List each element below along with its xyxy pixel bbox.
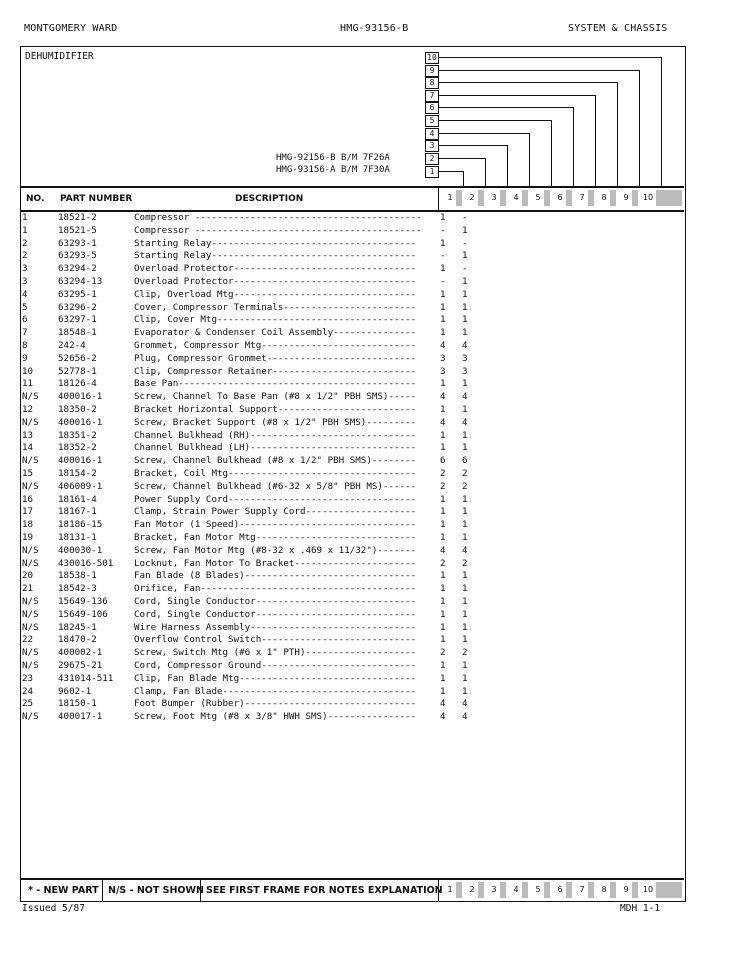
legend-notes: SEE FIRST FRAME FOR NOTES EXPLANATION <box>206 885 443 896</box>
description-cell: Screw, Fan Motor Mtg (#8-32 x .469 x 11/32")------- <box>134 544 417 556</box>
footer-model-3: 3 <box>491 885 497 894</box>
qty-model-1-cell: 1 <box>440 583 446 595</box>
table-row <box>20 583 684 596</box>
table-row <box>20 532 684 545</box>
part-no-cell: 2 <box>22 250 28 262</box>
part-number-cell: 52778-1 <box>58 365 97 377</box>
qty-model-1-cell: 1 <box>440 212 446 223</box>
qty-model-2-cell: 1 <box>462 378 468 390</box>
qty-model-2-cell: 4 <box>462 711 468 723</box>
table-row <box>20 378 684 391</box>
part-no-cell: N/S <box>22 480 39 492</box>
col-model-7: 7 <box>579 193 585 202</box>
qty-model-2-cell: 1 <box>462 596 468 607</box>
part-no-cell: N/S <box>22 544 39 556</box>
qty-model-1-cell: 1 <box>440 429 446 441</box>
qty-model-2-cell: 1 <box>462 634 468 646</box>
qty-model-1-cell: 1 <box>440 288 446 300</box>
qty-model-2-cell: - <box>462 237 468 249</box>
qty-model-2-cell: 1 <box>462 685 468 697</box>
table-row <box>20 622 684 635</box>
part-no-cell: 9 <box>22 352 28 364</box>
description-cell: Evaporator & Condenser Coil Assembly--------------- <box>134 327 417 339</box>
table-row <box>20 404 684 417</box>
part-no-cell: 12 <box>22 404 34 415</box>
qty-model-1-cell: 1 <box>440 596 446 607</box>
table-row <box>20 698 684 711</box>
qty-model-1-cell: 1 <box>440 237 446 249</box>
part-number-cell: 18245-1 <box>58 621 97 633</box>
table-row <box>20 391 684 404</box>
part-no-cell: 20 <box>22 570 34 582</box>
table-row <box>20 545 684 558</box>
part-no-cell: 24 <box>22 685 34 697</box>
qty-model-2-cell: 3 <box>462 352 468 364</box>
qty-model-2-cell: 1 <box>462 660 468 671</box>
description-cell: Foot Bumper (Rubber)------------------------------- <box>134 698 417 710</box>
qty-model-2-cell: 1 <box>462 288 468 300</box>
qty-model-2-cell: 1 <box>462 608 468 620</box>
description-cell: Starting Relay------------------------------------- <box>134 237 417 249</box>
part-no-cell: 18 <box>22 519 34 531</box>
footer-model-6: 6 <box>557 885 563 894</box>
qty-model-2-cell: 2 <box>462 647 468 659</box>
table-row <box>20 673 684 686</box>
part-no-cell: 4 <box>22 288 28 300</box>
footer-model-10: 10 <box>642 885 654 894</box>
qty-model-1-cell: 2 <box>440 557 446 569</box>
part-no-cell: 22 <box>22 634 34 646</box>
table-row <box>20 250 684 263</box>
description-cell: Overload Protector--------------------------------- <box>134 263 417 275</box>
part-number-cell: 18131-1 <box>58 532 97 543</box>
qty-model-1-cell: 4 <box>440 340 446 351</box>
description-cell: Cover, Compressor Terminals------------------------ <box>134 301 417 313</box>
qty-model-2-cell: 1 <box>462 276 468 287</box>
qty-model-2-cell: 6 <box>462 455 468 467</box>
qty-model-1-cell: 1 <box>440 685 446 697</box>
part-number-cell: 18126-4 <box>58 378 97 390</box>
qty-model-2-cell: 1 <box>462 314 468 326</box>
part-no-cell: N/S <box>22 557 39 569</box>
part-number-cell: 400016-1 <box>58 455 103 467</box>
description-cell: Locknut, Fan Motor To Bracket---------------------- <box>134 557 417 569</box>
part-number-cell: 18161-4 <box>58 493 97 505</box>
part-number-cell: 400016-1 <box>58 391 103 403</box>
col-model-8: 8 <box>601 193 607 202</box>
qty-model-1-cell: 1 <box>440 506 446 518</box>
part-no-cell: 21 <box>22 583 34 595</box>
part-number-cell: 18351-2 <box>58 429 97 441</box>
part-number-cell: 52656-2 <box>58 352 97 364</box>
col-model-5: 5 <box>535 193 541 202</box>
model-box-10: 10 <box>425 52 439 64</box>
table-row <box>20 289 684 302</box>
qty-model-1-cell: 6 <box>440 455 446 467</box>
qty-model-1-cell: - <box>440 250 446 262</box>
description-cell: Starting Relay------------------------------------- <box>134 250 417 262</box>
part-no-cell: N/S <box>22 416 39 428</box>
description-cell: Clip, Fan Blade Mtg-------------------------------- <box>134 672 417 684</box>
col-part-number: PART NUMBER <box>60 194 133 204</box>
part-number-cell: 15649-106 <box>58 608 108 620</box>
part-no-cell: 17 <box>22 506 34 518</box>
description-cell: Bracket Horizontal Support------------------------- <box>134 404 417 415</box>
page-code: MDH 1-1 <box>620 903 661 914</box>
model-2-bm: B/M 7F30A <box>341 165 390 175</box>
part-no-cell: 23 <box>22 672 34 684</box>
table-row <box>20 212 684 225</box>
qty-model-2-cell: 2 <box>462 468 468 479</box>
part-no-cell: N/S <box>22 391 39 403</box>
part-no-cell: 5 <box>22 301 28 313</box>
table-row <box>20 276 684 289</box>
qty-model-2-cell: 1 <box>462 404 468 415</box>
part-number-cell: 406009-1 <box>58 480 103 492</box>
table-row <box>20 263 684 276</box>
qty-model-1-cell: 3 <box>440 352 446 364</box>
description-cell: Bracket, Coil Mtg---------------------------------- <box>134 468 417 479</box>
qty-model-1-cell: 1 <box>440 570 446 582</box>
part-no-cell: 2 <box>22 237 28 249</box>
part-no-cell: 1 <box>22 212 28 223</box>
part-number-cell: 15649-136 <box>58 596 108 607</box>
table-row <box>20 481 684 494</box>
part-number-cell: 242-4 <box>58 340 86 351</box>
qty-model-1-cell: 1 <box>440 660 446 671</box>
qty-model-2-cell: - <box>462 212 468 223</box>
part-no-cell: N/S <box>22 660 39 671</box>
part-number-cell: 63293-1 <box>58 237 97 249</box>
description-cell: Grommet, Compressor Mtg---------------------------- <box>134 340 417 351</box>
legend-new-part: * - NEW PART <box>28 885 99 896</box>
table-row <box>20 455 684 468</box>
qty-model-1-cell: - <box>440 276 446 287</box>
qty-model-2-cell: 4 <box>462 544 468 556</box>
col-description: DESCRIPTION <box>235 194 304 204</box>
description-cell: Screw, Channel To Base Pan (#8 x 1/2" PBH SMS)----- <box>134 391 417 403</box>
description-cell: Screw, Foot Mtg (#8 x 3/8" HWH SMS)---------------- <box>134 711 417 723</box>
part-number-cell: 18186-15 <box>58 519 103 531</box>
part-number-cell: 18521-5 <box>58 224 97 236</box>
part-no-cell: 3 <box>22 276 28 287</box>
table-row <box>20 570 684 583</box>
qty-model-2-cell: 4 <box>462 391 468 403</box>
table-row <box>20 327 684 340</box>
qty-model-1-cell: 1 <box>440 493 446 505</box>
qty-model-2-cell: 1 <box>462 583 468 595</box>
part-no-cell: 1 <box>22 224 28 236</box>
part-number-cell: 63294-13 <box>58 276 103 287</box>
table-row <box>20 596 684 609</box>
table-row <box>20 634 684 647</box>
part-number-cell: 63293-5 <box>58 250 97 262</box>
table-row <box>20 468 684 481</box>
qty-model-2-cell: 4 <box>462 340 468 351</box>
description-cell: Clamp, Fan Blade----------------------------------- <box>134 685 417 697</box>
qty-model-2-cell: 1 <box>462 429 468 441</box>
qty-model-1-cell: 2 <box>440 647 446 659</box>
table-row <box>20 302 684 315</box>
qty-model-1-cell: 1 <box>440 378 446 390</box>
qty-model-1-cell: 1 <box>440 327 446 339</box>
description-cell: Fan Motor (1 Speed)-------------------------------- <box>134 519 417 531</box>
description-cell: Screw, Channel Bulkhead (#8 x 1/2" PBH SMS)-------- <box>134 455 417 467</box>
part-no-cell: N/S <box>22 596 39 607</box>
part-number-cell: 18542-3 <box>58 583 97 595</box>
description-cell: Screw, Channel Bulkhead (#6-32 x 5/8" PBH MS)------ <box>134 480 417 492</box>
qty-model-1-cell: 1 <box>440 672 446 684</box>
table-row <box>20 519 684 532</box>
model-box-5: 5 <box>425 115 439 127</box>
col-model-2: 2 <box>469 193 475 202</box>
qty-model-1-cell: 1 <box>440 532 446 543</box>
part-number-cell: 18538-1 <box>58 570 97 582</box>
qty-model-1-cell: 2 <box>440 468 446 479</box>
part-number-cell: 18521-2 <box>58 212 97 223</box>
description-cell: Compressor ----------------------------------------- <box>134 212 422 223</box>
qty-model-2-cell: 1 <box>462 301 468 313</box>
description-cell: Screw, Bracket Support (#8 x 1/2" PBH SMS)--------- <box>134 416 417 428</box>
qty-model-2-cell: 4 <box>462 416 468 428</box>
part-no-cell: 25 <box>22 698 34 710</box>
product-title: DEHUMIDIFIER <box>25 51 94 62</box>
part-no-cell: 8 <box>22 340 28 351</box>
description-cell: Bracket, Fan Motor Mtg----------------------------- <box>134 532 417 543</box>
qty-model-2-cell: 1 <box>462 327 468 339</box>
qty-model-1-cell: - <box>440 224 446 236</box>
col-model-4: 4 <box>513 193 519 202</box>
qty-model-1-cell: 1 <box>440 263 446 275</box>
qty-model-1-cell: 1 <box>440 314 446 326</box>
qty-model-2-cell: 1 <box>462 519 468 531</box>
qty-model-2-cell: 1 <box>462 250 468 262</box>
qty-model-1-cell: 3 <box>440 365 446 377</box>
part-no-cell: 15 <box>22 468 34 479</box>
qty-model-2-cell: 2 <box>462 557 468 569</box>
part-no-cell: 11 <box>22 378 34 390</box>
qty-model-2-cell: 1 <box>462 224 468 236</box>
model-label-2 <box>276 165 390 175</box>
qty-model-1-cell: 1 <box>440 519 446 531</box>
table-row <box>20 494 684 507</box>
qty-model-1-cell: 1 <box>440 634 446 646</box>
table-row <box>20 647 684 660</box>
part-number-cell: 63297-1 <box>58 314 97 326</box>
part-number-cell: 400017-1 <box>58 711 103 723</box>
description-cell: Power Supply Cord---------------------------------- <box>134 493 417 505</box>
description-cell: Base Pan------------------------------------------- <box>134 378 417 390</box>
issued-date: Issued 5/87 <box>22 903 85 914</box>
qty-model-2-cell: 1 <box>462 442 468 454</box>
column-header <box>20 186 684 212</box>
qty-model-1-cell: 4 <box>440 711 446 723</box>
col-model-1: 1 <box>447 193 453 202</box>
table-row <box>20 417 684 430</box>
description-cell: Wire Harness Assembly------------------------------ <box>134 621 417 633</box>
col-no: NO. <box>26 194 45 204</box>
table-row <box>20 314 684 327</box>
description-cell: Cord, Compressor Ground---------------------------- <box>134 660 417 671</box>
part-number-cell: 29675-21 <box>58 660 103 671</box>
description-cell: Screw, Switch Mtg (#6 x 1" PTH)-------------------- <box>134 647 417 659</box>
header-right: SYSTEM & CHASSIS <box>568 23 668 34</box>
table-row <box>20 711 684 724</box>
footer-model-1: 1 <box>447 885 453 894</box>
description-cell: Channel Bulkhead (RH)------------------------------ <box>134 429 417 441</box>
model-box-6: 6 <box>425 102 439 114</box>
qty-model-1-cell: 4 <box>440 391 446 403</box>
qty-model-2-cell: - <box>462 263 468 275</box>
model-box-7: 7 <box>425 90 439 102</box>
model-box-4: 4 <box>425 128 439 140</box>
qty-model-2-cell: 2 <box>462 480 468 492</box>
model-2-name: HMG-93156-A <box>276 165 336 175</box>
model-box-8: 8 <box>425 77 439 89</box>
model-1-bm: B/M 7F26A <box>341 153 390 163</box>
description-cell: Plug, Compressor Grommet--------------------------- <box>134 352 417 364</box>
part-no-cell: 10 <box>22 365 34 377</box>
description-cell: Fan Blade (8 Blades)------------------------------- <box>134 570 417 582</box>
part-number-cell: 18352-2 <box>58 442 97 454</box>
col-model-9: 9 <box>623 193 629 202</box>
model-box-9: 9 <box>425 65 439 77</box>
table-row <box>20 225 684 238</box>
part-number-cell: 63296-2 <box>58 301 97 313</box>
table-row <box>20 366 684 379</box>
col-model-3: 3 <box>491 193 497 202</box>
qty-model-1-cell: 1 <box>440 621 446 633</box>
table-row <box>20 442 684 455</box>
part-no-cell: 6 <box>22 314 28 326</box>
qty-model-1-cell: 1 <box>440 301 446 313</box>
part-no-cell: N/S <box>22 608 39 620</box>
part-number-cell: 431014-511 <box>58 672 114 684</box>
table-row <box>20 238 684 251</box>
description-cell: Cord, Single Conductor----------------------------- <box>134 608 417 620</box>
part-number-cell: 400002-1 <box>58 647 103 659</box>
qty-model-2-cell: 3 <box>462 365 468 377</box>
footer-legend <box>20 878 684 902</box>
description-cell: Overflow Control Switch---------------------------- <box>134 634 417 646</box>
footer-model-2: 2 <box>469 885 475 894</box>
part-no-cell: 16 <box>22 493 34 505</box>
col-model-6: 6 <box>557 193 563 202</box>
description-cell: Clip, Overload Mtg--------------------------------- <box>134 288 417 300</box>
table-row <box>20 506 684 519</box>
description-cell: Overload Protector--------------------------------- <box>134 276 417 287</box>
footer-model-7: 7 <box>579 885 585 894</box>
part-number-cell: 63294-2 <box>58 263 97 275</box>
model-label-1 <box>276 153 390 163</box>
model-1-name: HMG-92156-B <box>276 153 336 163</box>
parts-list <box>20 212 684 723</box>
model-box-1: 1 <box>425 166 439 178</box>
part-number-cell: 18154-2 <box>58 468 97 479</box>
part-no-cell: N/S <box>22 455 39 467</box>
qty-model-1-cell: 2 <box>440 480 446 492</box>
table-row <box>20 353 684 366</box>
footer-model-5: 5 <box>535 885 541 894</box>
description-cell: Compressor ----------------------------------------- <box>134 224 422 236</box>
qty-model-2-cell: 1 <box>462 532 468 543</box>
qty-model-1-cell: 4 <box>440 544 446 556</box>
qty-model-1-cell: 1 <box>440 404 446 415</box>
description-cell: Clamp, Strain Power Supply Cord-------------------- <box>134 506 417 518</box>
part-no-cell: 3 <box>22 263 28 275</box>
footer-model-9: 9 <box>623 885 629 894</box>
table-row <box>20 430 684 443</box>
header-center: HMG-93156-B <box>340 23 409 34</box>
part-no-cell: 13 <box>22 429 34 441</box>
table-row <box>20 660 684 673</box>
part-number-cell: 400030-1 <box>58 544 103 556</box>
description-cell: Clip, Cover Mtg------------------------------------ <box>134 314 417 326</box>
header-left: MONTGOMERY WARD <box>24 23 118 34</box>
part-no-cell: N/S <box>22 621 39 633</box>
part-number-cell: 63295-1 <box>58 288 97 300</box>
qty-model-1-cell: 4 <box>440 698 446 710</box>
footer-model-8: 8 <box>601 885 607 894</box>
part-number-cell: 400016-1 <box>58 416 103 428</box>
part-number-cell: 9602-1 <box>58 685 92 697</box>
part-number-cell: 18350-2 <box>58 404 97 415</box>
description-cell: Channel Bulkhead (LH)------------------------------ <box>134 442 417 454</box>
legend-not-shown: N/S - NOT SHOWN <box>108 885 204 896</box>
col-model-10: 10 <box>642 193 654 202</box>
table-row <box>20 609 684 622</box>
footer-model-4: 4 <box>513 885 519 894</box>
part-no-cell: 19 <box>22 532 34 543</box>
qty-model-1-cell: 1 <box>440 442 446 454</box>
table-row <box>20 340 684 353</box>
qty-model-2-cell: 1 <box>462 506 468 518</box>
part-no-cell: 7 <box>22 327 28 339</box>
qty-model-2-cell: 1 <box>462 493 468 505</box>
qty-model-1-cell: 4 <box>440 416 446 428</box>
part-no-cell: 14 <box>22 442 34 454</box>
qty-model-2-cell: 1 <box>462 621 468 633</box>
model-box-3: 3 <box>425 140 439 152</box>
part-number-cell: 18150-1 <box>58 698 97 710</box>
description-cell: Orifice, Fan--------------------------------------- <box>134 583 417 595</box>
part-number-cell: 18470-2 <box>58 634 97 646</box>
table-row <box>20 686 684 699</box>
model-box-2: 2 <box>425 153 439 165</box>
qty-model-2-cell: 1 <box>462 672 468 684</box>
qty-model-2-cell: 1 <box>462 570 468 582</box>
qty-model-2-cell: 4 <box>462 698 468 710</box>
part-number-cell: 430016-501 <box>58 557 114 569</box>
part-no-cell: N/S <box>22 647 39 659</box>
part-number-cell: 18167-1 <box>58 506 97 518</box>
description-cell: Clip, Compressor Retainer-------------------------- <box>134 365 417 377</box>
description-cell: Cord, Single Conductor----------------------------- <box>134 596 417 607</box>
table-row <box>20 558 684 571</box>
qty-model-1-cell: 1 <box>440 608 446 620</box>
part-no-cell: N/S <box>22 711 39 723</box>
part-number-cell: 18548-1 <box>58 327 97 339</box>
